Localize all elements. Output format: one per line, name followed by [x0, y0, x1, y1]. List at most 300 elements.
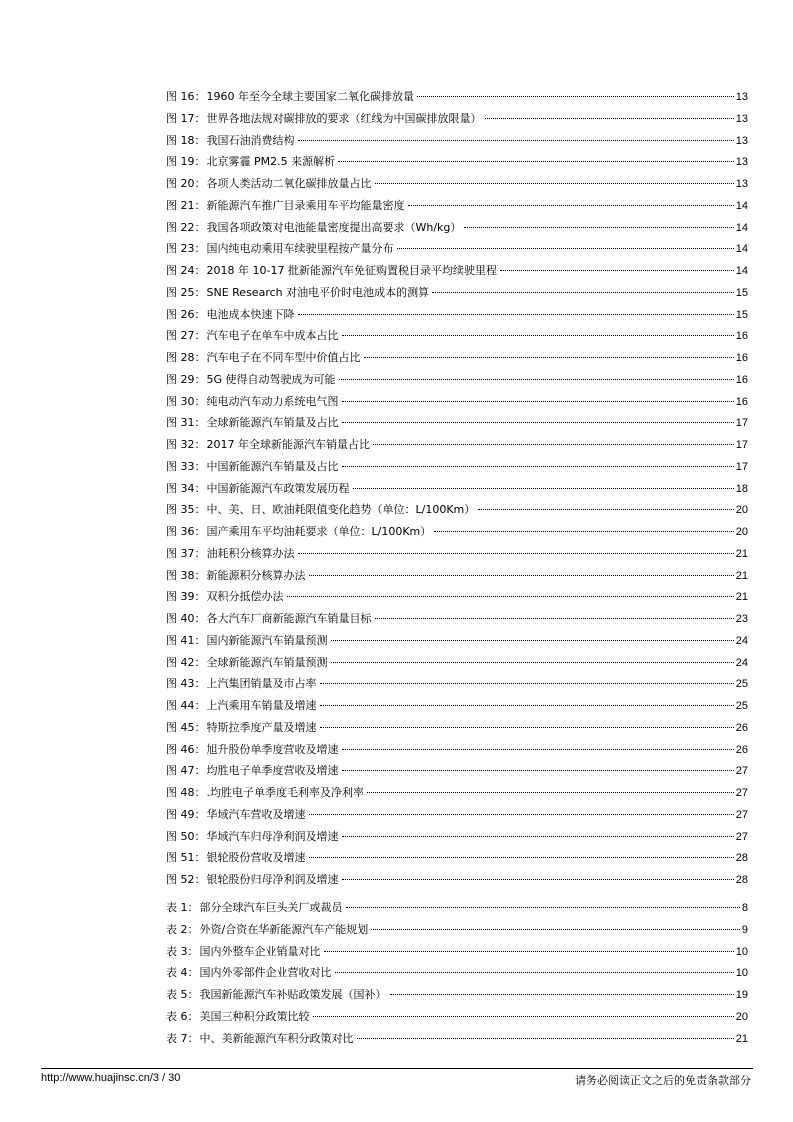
- dot-leader: [346, 907, 740, 908]
- figure-title: 汽车电子在单车中成本占比: [206, 329, 339, 343]
- figure-number: 图 20: [166, 177, 195, 190]
- label-separator: ：: [194, 525, 206, 538]
- label-separator: ：: [194, 807, 206, 821]
- figure-entry[interactable]: [166, 521, 748, 543]
- figure-number: 图 27: [166, 329, 195, 343]
- figure-entry-label: [166, 130, 295, 152]
- figure-entry-label: [166, 369, 336, 391]
- figure-title: 双积分抵偿办法: [206, 590, 284, 604]
- figure-title: .均胜电子单季度毛利率及净利率: [206, 786, 364, 799]
- label-separator: ：: [194, 851, 206, 865]
- figure-title: 全球新能源汽车销量及占比: [206, 416, 339, 430]
- figure-entry-label: [166, 565, 306, 587]
- figure-entry[interactable]: [166, 695, 748, 717]
- dot-leader: [375, 183, 734, 184]
- page-number: 27: [735, 808, 748, 821]
- figure-number: 图 49: [166, 807, 195, 821]
- page-number: 16: [735, 373, 748, 386]
- dot-leader: [298, 553, 734, 554]
- table-title: 中、美新能源汽车积分政策对比: [199, 1031, 354, 1045]
- page-number: 27: [735, 765, 748, 778]
- figure-entry-label: [166, 608, 372, 630]
- table-title: 外资/合资在华新能源汽车产能规划: [199, 922, 369, 936]
- dot-leader: [485, 118, 734, 119]
- table-entry[interactable]: [166, 984, 748, 1006]
- table-entry-label: [166, 919, 368, 941]
- dot-leader: [432, 292, 734, 293]
- figure-entry-label: [166, 151, 335, 173]
- figure-entry-label: [166, 652, 328, 674]
- figure-title: 各项人类活动二氧化碳排放量占比: [206, 177, 372, 190]
- page-number: 9: [741, 923, 748, 936]
- page-number: 16: [735, 395, 748, 408]
- figure-title: 中、美、日、欧油耗限值变化趋势（单位：L/100Km）: [206, 503, 476, 517]
- label-separator: ：: [194, 111, 206, 125]
- figure-title: SNE Research 对油电平价时电池成本的测算: [206, 285, 430, 299]
- dot-leader: [390, 994, 734, 995]
- figure-title: 2018 年 10-17 批新能源汽车免征购置税目录平均续驶里程: [206, 264, 497, 277]
- figure-entry-label: [166, 673, 317, 695]
- figure-entry-label: [166, 108, 482, 130]
- dot-leader: [338, 161, 734, 162]
- label-separator: ：: [194, 285, 206, 299]
- dot-leader: [331, 662, 734, 663]
- label-separator: ：: [194, 133, 206, 147]
- label-separator: ：: [194, 329, 206, 343]
- figure-entry[interactable]: [166, 499, 748, 521]
- dot-leader: [464, 227, 733, 228]
- label-separator: ：: [194, 416, 206, 430]
- figure-entry-label: [166, 238, 394, 260]
- figure-entry-label: [166, 478, 350, 500]
- table-entry[interactable]: [166, 962, 748, 984]
- figure-title: 2017 年全球新能源汽车销量占比: [206, 438, 370, 451]
- label-separator: ：: [194, 873, 206, 886]
- figure-entry[interactable]: [166, 391, 748, 413]
- label-separator: ：: [194, 568, 206, 582]
- page-number: 21: [735, 1032, 748, 1045]
- figure-entry-label: [166, 826, 339, 848]
- page-number: 28: [735, 874, 748, 886]
- label-separator: ：: [194, 546, 206, 560]
- page-number: 13: [735, 91, 748, 103]
- label-separator: ：: [194, 699, 206, 712]
- table-entry-label: [166, 984, 387, 1006]
- label-separator: ：: [194, 720, 206, 734]
- figure-number: 图 51: [166, 851, 195, 865]
- figure-title: 银轮股份归母净利润及增速: [206, 873, 339, 886]
- figure-entry[interactable]: [166, 673, 748, 695]
- page-number: 13: [735, 134, 748, 147]
- figure-number: 图 29: [166, 372, 195, 386]
- figure-number: 图 47: [166, 764, 195, 778]
- page-number: 16: [735, 330, 748, 343]
- figure-number: 图 42: [166, 655, 195, 669]
- label-separator: ：: [187, 922, 199, 936]
- figure-title: 北京雾霾 PM2.5 来源解析: [206, 155, 336, 169]
- dot-leader: [478, 509, 733, 510]
- table-number: 表 6: [166, 1009, 188, 1023]
- figure-entry-label: [166, 717, 317, 739]
- figure-entry-label: [166, 782, 364, 804]
- figure-title: 均胜电子单季度营收及增速: [206, 764, 339, 778]
- label-separator: ：: [194, 351, 206, 364]
- figure-number: 图 46: [166, 742, 195, 756]
- table-entry[interactable]: [166, 919, 748, 941]
- dot-leader: [342, 466, 734, 467]
- figure-number: 图 26: [166, 307, 195, 321]
- dot-leader: [353, 488, 734, 489]
- figure-number: 图 31: [166, 416, 195, 430]
- figure-entry[interactable]: [166, 86, 748, 108]
- figure-number: 图 33: [166, 459, 195, 473]
- figure-number: 图 41: [166, 633, 195, 647]
- figure-entry[interactable]: [166, 630, 748, 652]
- figure-number: 图 24: [166, 264, 195, 277]
- figure-entry[interactable]: [166, 717, 748, 739]
- dot-leader: [339, 379, 734, 380]
- figure-title: 华域汽车营收及增速: [206, 807, 306, 821]
- dot-leader: [364, 357, 734, 358]
- label-separator: ：: [194, 155, 206, 169]
- page-number: 28: [735, 852, 748, 865]
- figure-title: 国内纯电动乘用车续驶里程按产量分布: [206, 242, 394, 256]
- figure-title: 1960 年至今全球主要国家二氧化碳排放量: [206, 90, 414, 103]
- figure-title: 我国各项政策对电池能量密度提出高要求（Wh/kg）: [206, 220, 462, 234]
- page-number: 10: [735, 945, 748, 958]
- page-number: 13: [735, 156, 748, 169]
- label-separator: ：: [194, 742, 206, 756]
- page-number: 20: [735, 1010, 748, 1023]
- figure-entry[interactable]: [166, 478, 748, 500]
- page-number: 13: [735, 178, 748, 190]
- figure-title: 5G 使得自动驾驶成为可能: [206, 372, 336, 386]
- dot-leader: [434, 531, 733, 532]
- dot-leader: [331, 640, 734, 641]
- label-separator: ：: [187, 1009, 199, 1023]
- figure-entry[interactable]: [166, 369, 748, 391]
- table-entry-label: [166, 897, 343, 919]
- dot-leader: [287, 596, 734, 597]
- figure-title: 中国新能源汽车政策发展历程: [206, 481, 350, 495]
- dot-leader: [309, 814, 734, 815]
- label-separator: ：: [194, 503, 206, 517]
- table-title: 我国新能源汽车补贴政策发展（国补）: [199, 988, 387, 1001]
- figure-entry-label: [166, 804, 306, 826]
- figure-title: 银轮股份营收及增速: [206, 851, 306, 865]
- page-number: 21: [735, 547, 748, 560]
- figure-entry-label: [166, 586, 284, 608]
- figure-entry[interactable]: [166, 108, 748, 130]
- figure-number: 图 39: [166, 590, 195, 604]
- figure-number: 图 48: [166, 786, 195, 799]
- table-entry-label: [166, 1006, 310, 1028]
- label-separator: ：: [194, 394, 206, 408]
- figure-number: 图 40: [166, 612, 195, 625]
- page-number: 26: [735, 743, 748, 756]
- figure-list: [166, 86, 748, 891]
- label-separator: ：: [194, 612, 206, 625]
- figure-number: 图 45: [166, 720, 195, 734]
- figure-number: 图 44: [166, 699, 195, 712]
- figure-entry-label: [166, 847, 306, 869]
- figure-entry-label: [166, 412, 339, 434]
- table-number: 表 5: [166, 988, 188, 1001]
- label-separator: ：: [194, 677, 206, 691]
- table-title: 国内外整车企业销量对比: [199, 944, 321, 958]
- figure-entry-label: [166, 543, 295, 565]
- table-entry-label: [166, 962, 332, 984]
- table-number: 表 4: [166, 966, 188, 980]
- figure-entry-label: [166, 173, 372, 195]
- page-number: 18: [735, 482, 748, 495]
- figure-entry[interactable]: [166, 217, 748, 239]
- figure-entry[interactable]: [166, 173, 748, 195]
- figure-number: 图 25: [166, 285, 195, 299]
- label-separator: ：: [187, 944, 199, 958]
- figure-entry[interactable]: [166, 412, 748, 434]
- dot-leader: [309, 575, 734, 576]
- figure-entry-label: [166, 434, 370, 456]
- page-number: 14: [735, 265, 748, 277]
- figure-entry[interactable]: [166, 586, 748, 608]
- figure-entry-label: [166, 695, 317, 717]
- page-number: 19: [735, 989, 748, 1001]
- figure-number: 图 36: [166, 525, 195, 538]
- figure-number: 图 38: [166, 568, 195, 582]
- page-number: 20: [735, 504, 748, 517]
- label-separator: ：: [194, 242, 206, 256]
- figure-title: 我国石油消费结构: [206, 133, 295, 147]
- figure-number: 图 32: [166, 438, 195, 451]
- footer-divider: [41, 1068, 753, 1069]
- dot-leader: [375, 618, 734, 619]
- figure-entry[interactable]: [166, 260, 748, 282]
- page-number: 27: [735, 830, 748, 843]
- figure-number: 图 37: [166, 546, 195, 560]
- figure-title: 华域汽车归母净利润及增速: [206, 829, 339, 843]
- label-separator: ：: [194, 438, 206, 451]
- figure-entry-label: [166, 499, 475, 521]
- page-number: 20: [735, 526, 748, 538]
- page-number: 23: [735, 613, 748, 625]
- label-separator: ：: [194, 264, 206, 277]
- dot-leader: [335, 972, 734, 973]
- figure-entry-label: [166, 282, 429, 304]
- figure-entry-label: [166, 521, 431, 543]
- figure-number: 图 28: [166, 351, 195, 364]
- figure-entry-label: [166, 217, 461, 239]
- figure-number: 图 19: [166, 155, 195, 169]
- label-separator: ：: [187, 1031, 199, 1045]
- dot-leader: [408, 205, 734, 206]
- dot-leader: [342, 879, 734, 880]
- figure-entry[interactable]: [166, 782, 748, 804]
- figure-entry[interactable]: [166, 304, 748, 326]
- figure-title: 各大汽车厂商新能源汽车销量目标: [206, 612, 372, 625]
- figure-entry[interactable]: [166, 869, 748, 891]
- page-number: 24: [735, 656, 748, 669]
- page-number: 17: [735, 460, 748, 473]
- page-number: 8: [741, 902, 748, 914]
- dot-leader: [324, 951, 734, 952]
- label-separator: ：: [194, 177, 206, 190]
- figure-number: 图 16: [166, 90, 195, 103]
- figure-entry[interactable]: [166, 456, 748, 478]
- dot-leader: [417, 96, 734, 97]
- table-title: 美国三种积分政策比较: [199, 1009, 310, 1023]
- page-number: 13: [735, 112, 748, 125]
- table-entry[interactable]: [166, 1006, 748, 1028]
- page-number: 21: [735, 569, 748, 582]
- figure-entry-label: [166, 391, 339, 413]
- figure-entry[interactable]: [166, 325, 748, 347]
- figure-number: 图 22: [166, 220, 195, 234]
- label-separator: ：: [194, 829, 206, 843]
- figure-entry[interactable]: [166, 130, 748, 152]
- figure-title: 汽车电子在不同车型中价值占比: [206, 351, 361, 364]
- dot-leader: [500, 270, 734, 271]
- figure-title: 国内新能源汽车销量预测: [206, 633, 328, 647]
- dot-leader: [397, 248, 734, 249]
- figure-number: 图 23: [166, 242, 195, 256]
- figure-entry-label: [166, 760, 339, 782]
- figure-entry-label: [166, 630, 328, 652]
- figure-number: 图 43: [166, 677, 195, 691]
- figure-entry-label: [166, 347, 361, 369]
- figure-entry-label: [166, 304, 295, 326]
- table-number: 表 2: [166, 922, 188, 936]
- table-number: 表 3: [166, 944, 188, 958]
- figure-title: 油耗积分核算办法: [206, 546, 295, 560]
- figure-title: 世界各地法规对碳排放的要求（红线为中国碳排放限量）: [206, 111, 482, 125]
- figure-title: 国产乘用车平均油耗要求（单位：L/100Km）: [206, 525, 432, 538]
- figure-entry[interactable]: [166, 565, 748, 587]
- label-separator: ：: [194, 220, 206, 234]
- figure-entry[interactable]: [166, 826, 748, 848]
- dot-leader: [342, 836, 734, 837]
- table-entry[interactable]: [166, 897, 748, 919]
- table-entry[interactable]: [166, 1028, 748, 1050]
- dot-leader: [342, 770, 734, 771]
- dot-leader: [320, 727, 734, 728]
- figure-title: 旭升股份单季度营收及增速: [206, 742, 339, 756]
- figure-number: 图 50: [166, 829, 195, 843]
- table-entry-label: [166, 1028, 354, 1050]
- label-separator: ：: [194, 459, 206, 473]
- dot-leader: [320, 683, 734, 684]
- label-separator: ：: [194, 307, 206, 321]
- figure-entry[interactable]: [166, 282, 748, 304]
- table-number: 表 7: [166, 1031, 188, 1045]
- label-separator: ：: [194, 198, 206, 212]
- table-entry[interactable]: [166, 941, 748, 963]
- page-number: 15: [735, 286, 748, 299]
- figure-title: 全球新能源汽车销量预测: [206, 655, 328, 669]
- page-number: 14: [735, 243, 748, 256]
- figure-entry-label: [166, 86, 414, 108]
- label-separator: ：: [194, 655, 206, 669]
- figure-number: 图 21: [166, 198, 195, 212]
- figure-entry[interactable]: [166, 847, 748, 869]
- figure-entry[interactable]: [166, 760, 748, 782]
- figure-number: 图 17: [166, 111, 195, 125]
- table-list: [166, 897, 748, 1049]
- dot-leader: [309, 857, 734, 858]
- figure-title: 特斯拉季度产量及增速: [206, 720, 317, 734]
- figure-title: 纯电动汽车动力系统电气图: [206, 394, 339, 408]
- dot-leader: [342, 749, 734, 750]
- table-title: 国内外零部件企业营收对比: [199, 966, 332, 980]
- page-number: 15: [735, 308, 748, 321]
- table-number: 表 1: [166, 901, 188, 914]
- label-separator: ：: [187, 966, 199, 980]
- dot-leader: [298, 314, 734, 315]
- figure-entry[interactable]: [166, 804, 748, 826]
- figure-entry[interactable]: [166, 238, 748, 260]
- dot-leader: [313, 1016, 734, 1017]
- page-number: 17: [735, 417, 748, 430]
- footer-url-link[interactable]: http://www.huajinsc.cn/3 / 30: [41, 1072, 181, 1084]
- dot-leader: [320, 705, 734, 706]
- page-number: 16: [735, 352, 748, 364]
- page-number: 14: [735, 221, 748, 234]
- figure-title: 新能源汽车推广目录乘用车平均能量密度: [206, 198, 405, 212]
- page-number: 24: [735, 634, 748, 647]
- figure-title: 中国新能源汽车销量及占比: [206, 459, 339, 473]
- figure-number: 图 30: [166, 394, 195, 408]
- figure-entry-label: [166, 195, 405, 217]
- figure-entry[interactable]: [166, 347, 748, 369]
- figure-title: 电池成本快速下降: [206, 307, 295, 321]
- figure-entry-label: [166, 260, 497, 282]
- figure-entry-label: [166, 739, 339, 761]
- label-separator: ：: [194, 764, 206, 778]
- page-number: 17: [735, 439, 748, 451]
- figure-number: 图 18: [166, 133, 195, 147]
- page-number: 25: [735, 700, 748, 712]
- figure-entry[interactable]: [166, 151, 748, 173]
- figure-entry-label: [166, 456, 339, 478]
- figure-entry[interactable]: [166, 434, 748, 456]
- dot-leader: [342, 335, 734, 336]
- figure-entry[interactable]: [166, 739, 748, 761]
- figure-entry[interactable]: [166, 195, 748, 217]
- label-separator: ：: [187, 988, 199, 1001]
- figure-entry-label: [166, 325, 339, 347]
- dot-leader: [367, 792, 734, 793]
- label-separator: ：: [194, 786, 206, 799]
- label-separator: ：: [194, 590, 206, 604]
- page-number: 10: [735, 967, 748, 980]
- dot-leader: [342, 422, 734, 423]
- figure-title: 新能源积分核算办法: [206, 568, 306, 582]
- figure-entry[interactable]: [166, 608, 748, 630]
- page-number: 27: [735, 787, 748, 799]
- figure-entry[interactable]: [166, 543, 748, 565]
- label-separator: ：: [194, 481, 206, 495]
- label-separator: ：: [194, 372, 206, 386]
- table-title: 部分全球汽车巨头关厂或裁员: [199, 901, 343, 914]
- figure-title: 上汽集团销量及市占率: [206, 677, 317, 691]
- page-number: 26: [735, 721, 748, 734]
- figure-number: 图 34: [166, 481, 195, 495]
- dot-leader: [298, 140, 734, 141]
- label-separator: ：: [187, 901, 199, 914]
- figure-number: 图 52: [166, 873, 195, 886]
- figure-entry[interactable]: [166, 652, 748, 674]
- page-number: 21: [735, 591, 748, 604]
